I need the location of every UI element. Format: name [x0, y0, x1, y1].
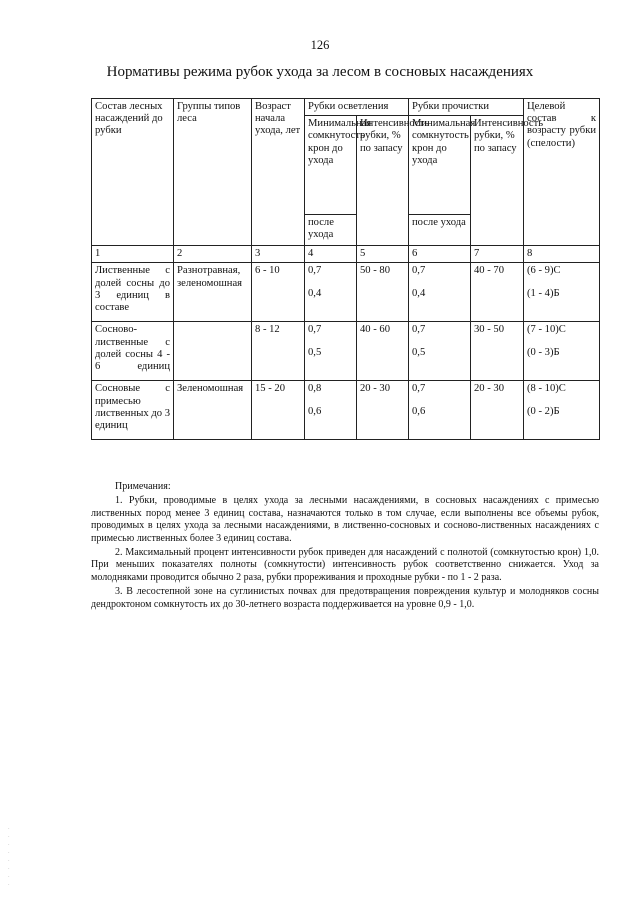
density-before: 0,7: [412, 324, 426, 336]
row-forest-type: Разнотравная, зеленомошная: [174, 263, 252, 322]
target-birch: (0 - 3)Б: [527, 346, 560, 358]
row-composition: Сосновые с примесью лиственных до 3 единиц: [92, 381, 174, 440]
column-number: 2: [174, 246, 252, 263]
row-cleaning-intensity: 40 - 70: [471, 263, 524, 322]
margin-scan-dots: · · · · · · · ·: [8, 827, 10, 888]
header-lightening-group: Рубки осветления: [305, 99, 409, 116]
row-cleaning-density: [409, 263, 471, 322]
row-start-age: 6 - 10: [252, 263, 305, 322]
row-start-age: 15 - 20: [252, 381, 305, 440]
row-start-age: 8 - 12: [252, 322, 305, 381]
note-item: 2. Максимальный процент интенсивности рубок приведен для насаждений с полнотой (сомкнутостью крон) 1,0. При меньших показателях полноты (сомкнутости) интенсивность рубок соответственно снижается. Уход за молодняками проводится обычно 2 раза, рубки прореживания и проходные рубки - по 1 - 2 раза.: [91, 547, 599, 583]
notes-heading: Примечания:: [115, 481, 171, 492]
notes-section: [91, 481, 599, 613]
header-cleaning-group: Рубки прочистки: [409, 99, 524, 116]
density-before: 0,8: [308, 383, 322, 395]
density-after: 0,5: [412, 346, 426, 358]
page-number: 126: [310, 38, 330, 52]
column-number: 3: [252, 246, 305, 263]
density-before: 0,7: [412, 383, 426, 395]
header-composition: Состав лесных насаждений до рубки: [92, 99, 174, 246]
header-lightening-min-density: Минимальная сомкнутость крон до ухода: [305, 116, 357, 215]
table-header-row: [92, 99, 600, 116]
header-lightening-intensity: Интенсивность рубки, % по запасу: [357, 116, 409, 246]
column-number: 8: [524, 246, 600, 263]
column-number: 6: [409, 246, 471, 263]
row-cleaning-density: [409, 322, 471, 381]
column-number: 5: [357, 246, 409, 263]
header-cleaning-intensity: Интенсивность рубки, % по запасу: [471, 116, 524, 246]
row-lightening-density: [305, 263, 357, 322]
table-row: [92, 322, 600, 381]
density-after: 0,6: [412, 405, 426, 417]
table-row: [92, 263, 600, 322]
row-cleaning-intensity: 20 - 30: [471, 381, 524, 440]
header-lightening-after: после ухода: [305, 215, 357, 246]
density-before: 0,7: [308, 324, 322, 336]
density-after: 0,6: [308, 405, 322, 417]
row-lightening-intensity: 40 - 60: [357, 322, 409, 381]
density-after: 0,4: [308, 287, 322, 299]
target-birch: (1 - 4)Б: [527, 287, 560, 299]
column-number: 1: [92, 246, 174, 263]
column-number: 4: [305, 246, 357, 263]
header-start-age: Возраст начала ухода, лет: [252, 99, 305, 246]
header-cleaning-min-density: Минимальная сомкнутость крон до ухода: [409, 116, 471, 215]
target-pine: (7 - 10)С: [527, 324, 566, 336]
column-numbers-row: [92, 246, 600, 263]
table-row: [92, 381, 600, 440]
row-target-composition: [524, 322, 600, 381]
target-birch: (0 - 2)Б: [527, 405, 560, 417]
row-lightening-density: [305, 322, 357, 381]
density-before: 0,7: [308, 265, 322, 277]
norms-table: [91, 98, 600, 440]
density-before: 0,7: [412, 265, 426, 277]
row-forest-type: Зеленомошная: [174, 381, 252, 440]
row-lightening-intensity: 20 - 30: [357, 381, 409, 440]
target-pine: (6 - 9)С: [527, 265, 561, 277]
header-target-composition: Целевой состав к возрасту рубки (спелости): [524, 99, 600, 246]
note-item: 1. Рубки, проводимые в целях ухода за лесными насаждениями, в сосновых насаждениях с примесью лиственных пород менее 3 единиц состава, назначаются только в том случае, если выполнены все объемы рубок, проводимых в целях ухода за лесными насаждениями, в лиственно-сосновых и сосново-лиственных насаждениях с примесью лиственных более 3 единиц состава.: [91, 495, 599, 544]
density-after: 0,5: [308, 346, 322, 358]
column-number: 7: [471, 246, 524, 263]
row-composition: Лиственные с долей сосны до 3 единиц в составе: [92, 263, 174, 322]
header-forest-type: Группы типов леса: [174, 99, 252, 246]
row-composition: Сосново-лиственные с долей сосны 4 - 6 единиц: [92, 322, 174, 381]
header-cleaning-after: после ухода: [409, 215, 471, 246]
document-title: Нормативы режима рубок ухода за лесом в сосновых насаждениях: [106, 64, 534, 80]
row-target-composition: [524, 381, 600, 440]
target-pine: (8 - 10)С: [527, 383, 566, 395]
row-lightening-density: [305, 381, 357, 440]
row-lightening-intensity: 50 - 80: [357, 263, 409, 322]
note-item: 3. В лесостепной зоне на суглинистых почвах для предотвращения повреждения культур и молодняков сосны дендроктоном сомкнутость их до 30-летнего возраста поддерживается на уровне 0,9 - 1,0.: [91, 586, 599, 610]
row-target-composition: [524, 263, 600, 322]
row-cleaning-intensity: 30 - 50: [471, 322, 524, 381]
row-forest-type: [174, 322, 252, 381]
row-cleaning-density: [409, 381, 471, 440]
density-after: 0,4: [412, 287, 426, 299]
